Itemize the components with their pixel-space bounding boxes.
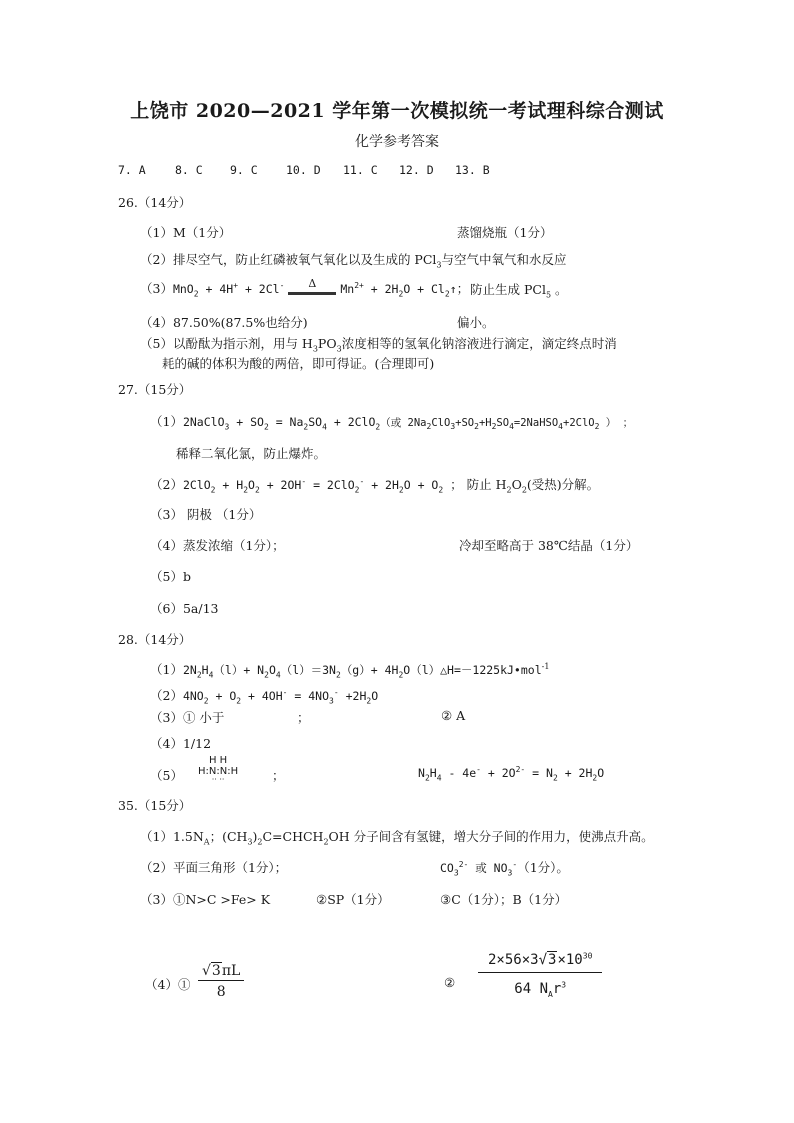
q27-part5: （5）b [150, 569, 191, 584]
q26-part4-b: 偏小。 [457, 315, 495, 330]
delta-symbol: Δ [308, 276, 317, 290]
choice-answer: 9. C [230, 163, 258, 177]
q35-part4-fraction-2: $\frac{2\times 56\times 3√3\times 10^{30}}{64 N_Ar^3}$ [478, 952, 602, 997]
q26-part1-b: 蒸馏烧瓶（1分） [457, 225, 553, 240]
q27-part6: （6）5a/13 [150, 601, 219, 616]
q26-part2-pre: （2）排尽空气，防止红磷被氧气氧化以及生成的 PCl [140, 252, 437, 267]
q28-part3-a: （3）① 小于 [150, 710, 225, 725]
page-subtitle: 化学参考答案 [355, 134, 439, 150]
q28-header: 28.（14分） [118, 632, 192, 647]
equation-text-alt: （或 $2Na_2ClO_3+SO_2+H_2SO_4=2NaHSO_4+2ClO_2$ ） ； [380, 417, 634, 432]
q35-part4-fraction-1: $\frac{√3\pi L}{8}$ [198, 963, 244, 1000]
q35-part3-b: ②SP（1分） [316, 892, 390, 907]
subscript: 3 [436, 260, 442, 270]
q26-part3-note: 防止生成 PCl$_5$ 。 [470, 282, 568, 300]
q35-part2-b: $CO_3^{2-}$ 或 $NO_3^-(1$分）。 [440, 860, 569, 878]
q35-part3-c: ③C（1分）；B（1分） [440, 892, 568, 907]
q28-part5-semicolon: ； [272, 768, 285, 783]
q28-part5-equation: $N_2H_4 - 4e^- + 2O^{2-} = N_2 + 2H_2O$ [418, 765, 605, 783]
q27-part2: $(2)2ClO_2 + H_2O_2 + 2OH^- = 2ClO_2^- + 2H_2O + O_2$ ； 防止 $H_2O_2$(受热)分解。 [150, 477, 600, 495]
equation-text: 2NaClO$_3$ + $SO_2 = Na_2SO_4 + 2ClO_2$ [182, 415, 381, 432]
equation-text: $2ClO_2 + H_2O_2 + 2OH^- = 2ClO_2^- + 2H_2O + O_2$ [182, 477, 444, 495]
q26-header: 26.（14分） [118, 195, 192, 210]
choice-answer: 7. A [118, 163, 146, 177]
q26-part3 [140, 276, 470, 299]
choice-answer: 12. D [399, 163, 434, 177]
q27-header: 27.（15分） [118, 382, 192, 397]
q28-part1: $(1)2N_2H_4(l)+ N_2O_4(l)=3N_2(g)+$ $4H_2O(l)\triangle H=-1225kJ•mol^{-1}$ [150, 661, 550, 680]
equation-text: MnO$_2$ + 4H+ + 2Cl- [172, 281, 285, 299]
choice-answer: 11. C [343, 163, 378, 177]
q27-part1: （1）2NaClO$_3$ + $SO_2 = Na_2SO_4 + 2ClO_2$（或 $2Na_2ClO_3+SO_2+H_2SO_4=2NaHSO_4+2ClO_2$ ） ； [150, 414, 634, 432]
q26-part1-a: （1）M（1分） [140, 225, 232, 240]
q27-part1-note: 稀释二氧化氯，防止爆炸。 [176, 446, 327, 461]
q35-part1: $(1)1.5N_A$；$(CH_3)_2C=CHCH_2OH$ 分子间含有氢键，增大分子间的作用力，使沸点升高。 [140, 829, 654, 847]
q28-part5-label: （5） [150, 768, 183, 783]
q35-part4-label: （4）① [145, 977, 191, 992]
heat-condition-arrow [288, 276, 336, 297]
equation-text: $4NO_2 + O_2 + 4OH^- = 4NO_3^- +2H_2O$ [182, 688, 379, 706]
q26-part3-label: （3） [140, 281, 173, 296]
choice-answer: 13. B [455, 163, 490, 177]
q27-part4-b: 冷却至略高于 38℃结晶（1分） [459, 538, 639, 553]
q28-part2: $(2)4NO_2 + O_2 + 4OH^- = 4NO_3^- +2H_2O$ [150, 688, 379, 706]
choice-answer: 8. C [175, 163, 203, 177]
equation-text: $Mn^{2+} + 2H_2O$ + $Cl_2↑$ [340, 281, 457, 299]
q26-part5-line1: （5）以酚酞为指示剂，用与 $H_3PO_3$浓度相等的氢氧化钠溶液进行滴定，滴定终点时消 [140, 336, 617, 354]
choice-answer: 10. D [286, 163, 321, 177]
page-title: 上饶市 2020—2021 学年第一次模拟统一考试理科综合测试 [130, 100, 664, 122]
q28-part4: （4）1/12 [150, 736, 212, 751]
equation-text: $2N_2H_4(l)+ N_2O_4(l)=3N_2(g)+ 4H_2O(l)$ [182, 663, 441, 680]
q26-part5-line2: 耗的碱的体积为酸的两倍，即可得证。(合理即可) [162, 356, 435, 371]
q28-part3-b: ② A [441, 708, 466, 723]
q27-part3: （3） 阴极 （1分） [150, 507, 262, 522]
q35-header: 35.（15分） [118, 798, 192, 813]
q26-part3-tail: ； [456, 281, 470, 296]
q28-part3-semicolon: ； [297, 710, 310, 725]
hydrazine-lewis-structure: H H H:N:N:H ·· ·· [198, 755, 239, 784]
q35-part4-label-2: ② [444, 975, 456, 990]
q35-part2-a: （2）平面三角形（1分）； [140, 860, 288, 875]
q35-part3-a: （3）①N>C >Fe> K [140, 892, 271, 907]
q26-part4-a: （4）87.50%(87.5%也给分) [140, 315, 308, 330]
q26-part2-post: 与空气中氧气和水反应 [441, 252, 567, 267]
q27-part4-a: （4）蒸发浓缩（1分）； [150, 538, 285, 553]
q26-part2 [140, 250, 567, 268]
